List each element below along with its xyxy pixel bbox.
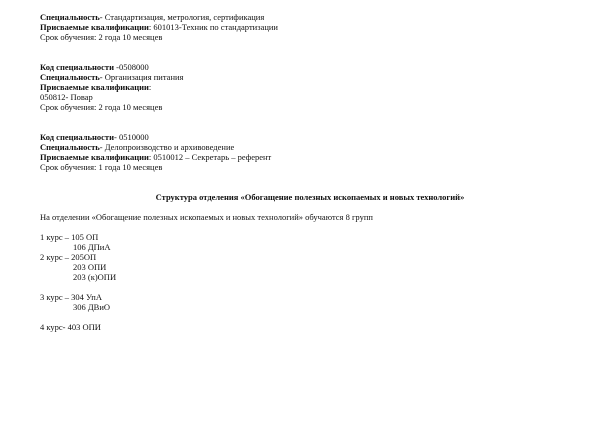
- group-line: 306 ДВиО: [73, 302, 111, 312]
- specialty-line: [40, 72, 580, 82]
- specialty-block-3: [40, 132, 580, 172]
- duration-line: [40, 102, 580, 112]
- duration-line: [40, 162, 580, 172]
- field-value: : 0510012 – Секретарь – референт: [148, 152, 272, 162]
- duration-line: [40, 32, 580, 42]
- field-value: : 601013-Техник по стандартизации: [148, 22, 278, 32]
- qualification-line: [40, 22, 580, 32]
- course-line: 1 курс – 105 ОП: [40, 232, 99, 242]
- field-value: Срок обучения: 1 года 10 месяцев: [40, 162, 163, 172]
- field-label: Код специальности: [40, 62, 114, 72]
- specialty-block-2: [40, 62, 580, 112]
- specialty-line: [40, 12, 580, 22]
- field-value: Срок обучения: 2 года 10 месяцев: [40, 32, 163, 42]
- field-label: Присваемые квалификации: [40, 22, 149, 32]
- specialty-block-1: [40, 12, 580, 42]
- course-line: 2 курс – 205ОП: [40, 252, 97, 262]
- qualification-line: [40, 152, 580, 162]
- group-line: 203 (к)ОПИ: [73, 272, 117, 282]
- qualification-line: [40, 82, 580, 92]
- field-value: - 0510000: [114, 132, 149, 142]
- group-line: 106 ДПиА: [73, 242, 111, 252]
- section-title: Структура отделения «Обогащение полезных ископаемых и новых технологий»: [155, 192, 465, 202]
- course-list: [40, 232, 580, 332]
- field-label: Присваемые квалификации: [40, 82, 149, 92]
- field-value: 050812- Повар: [40, 92, 93, 102]
- field-label: Присваемые квалификации: [40, 152, 149, 162]
- field-label: Специальность: [40, 12, 100, 22]
- field-value: - Делопроизводство и архивоведение: [99, 142, 235, 152]
- code-line: [40, 62, 580, 72]
- field-value: - Стандартизация, метрология, сертификация: [99, 12, 265, 22]
- intro-text: На отделении «Обогащение полезных ископаемых и новых технологий» обучаются 8 групп: [40, 212, 373, 222]
- field-label: Код специальности: [40, 132, 114, 142]
- group-line: 203 ОПИ: [73, 262, 107, 272]
- field-value: -0508000: [114, 62, 149, 72]
- document-page: [40, 12, 580, 332]
- field-value: :: [148, 82, 152, 92]
- field-value: Срок обучения: 2 года 10 месяцев: [40, 102, 163, 112]
- field-label: Специальность: [40, 72, 100, 82]
- course-line: 3 курс – 304 УпА: [40, 292, 102, 302]
- field-label: Специальность: [40, 142, 100, 152]
- course-line: 4 курс- 403 ОПИ: [40, 322, 101, 332]
- field-value: - Организация питания: [99, 72, 184, 82]
- specialty-line: [40, 142, 580, 152]
- code-line: [40, 132, 580, 142]
- qualification-value-line: [40, 92, 580, 102]
